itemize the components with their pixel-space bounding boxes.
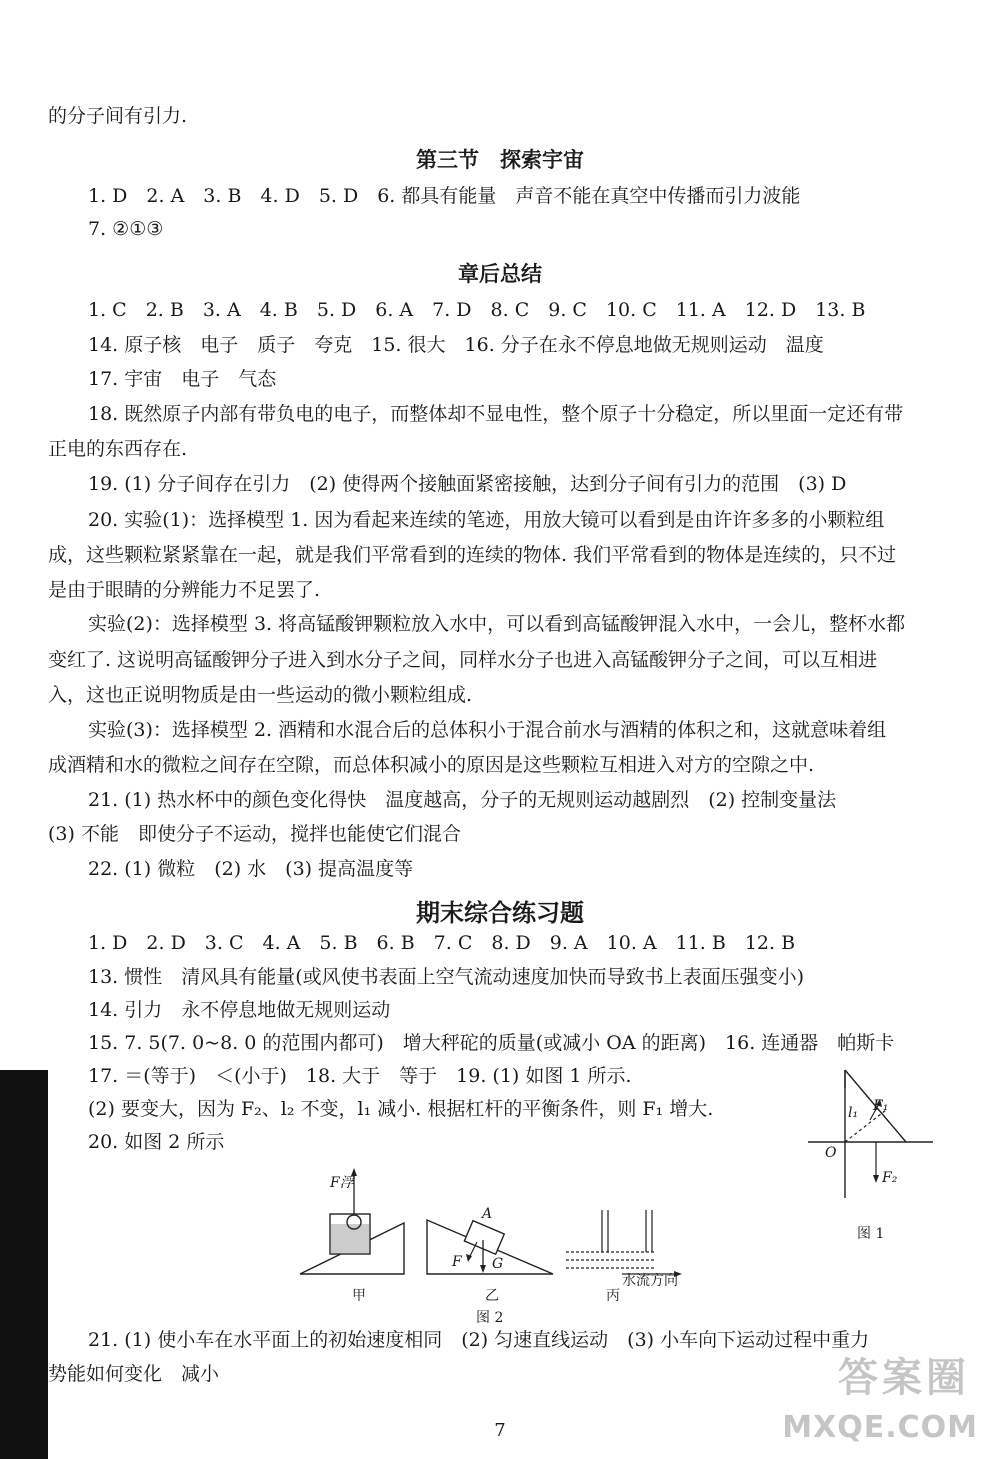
figure2-label-jia: 甲 (352, 1288, 366, 1304)
text-line: 成酒精和水的微粒之间存在空隙，而总体积减小的原因是这些颗粒互相进入对方的空隙之中. (48, 754, 815, 776)
text-line: 14. 原子核 电子 质子 夸克 15. 很大 16. 分子在永不停息地做无规则运动 温度 (88, 334, 824, 356)
figure1-caption: 图 1 (857, 1226, 885, 1242)
text-line: 20. 如图 2 所示 (88, 1131, 225, 1153)
figure2-bing (566, 1208, 688, 1278)
text-line: 实验(2)：选择模型 3. 将高锰酸钾颗粒放入水中，可以看到高锰酸钾混入水中，一会儿，整杯水都 (88, 613, 906, 635)
figure2-label-f: F (452, 1254, 462, 1270)
figure2-label-g: G (492, 1256, 504, 1272)
figure2-label-bing: 丙 (606, 1288, 620, 1304)
text-line: 是由于眼睛的分辨能力不足罢了. (48, 579, 321, 601)
figure2-label-ffu: F浮 (330, 1175, 354, 1191)
figure1-label-f1: F₁ (873, 1098, 889, 1114)
figure2-label-yi: 乙 (485, 1288, 499, 1304)
text-line: 17. ＝(等于) ＜(小于) 18. 大于 等于 19. (1) 如图 1 所示. (88, 1065, 632, 1087)
text-line: 实验(3)：选择模型 2. 酒精和水混合后的总体积小于混合前水与酒精的体积之和，这就意味着组 (88, 719, 887, 741)
lever-figure-1 (808, 1062, 936, 1200)
text-line: 21. (1) 使小车在水平面上的初始速度相同 (2) 匀速直线运动 (3) 小车向下运动过程中重力 (88, 1329, 870, 1351)
text-line: 20. 实验(1)：选择模型 1. 因为看起来连续的笔迹，用放大镜可以看到是由许许多多的小颗粒组 (88, 509, 885, 531)
text-line: 变红了. 这说明高锰酸钾分子进入到水分子之间，同样水分子也进入高锰酸钾分子之间，可以互相进 (48, 649, 878, 671)
text-line: 成，这些颗粒紧紧靠在一起，就是我们平常看到的连续的物体. 我们平常看到的物体是连续的，只不过 (48, 544, 897, 566)
watermark-logo: 答案圈 (838, 1355, 970, 1401)
text-line: (2) 要变大，因为 F₂、l₂ 不变，l₁ 减小. 根据杠杆的平衡条件，则 F₁ 增大. (88, 1098, 714, 1120)
text-line: (3) 不能 即使分子不运动，搅拌也能使它们混合 (48, 823, 461, 845)
text-line: 19. (1) 分子间存在引力 (2) 使得两个接触面紧密接触，达到分子间有引力的范围 (3) D (88, 473, 847, 495)
figure1-label-f2: F₂ (882, 1170, 898, 1186)
section-heading: 第三节 探索宇宙 (416, 148, 584, 172)
figure2-caption: 图 2 (476, 1310, 504, 1326)
text-line: 1. C 2. B 3. A 4. B 5. D 6. A 7. D 8. C 9. C 10. C 11. A 12. D 13. B (88, 299, 866, 321)
binding-edge (0, 1070, 48, 1459)
text-line: 18. 既然原子内部有带负电的电子，而整体却不显电性，整个原子十分稳定，所以里面一定还有带 (88, 403, 904, 425)
text-line: 7. ②①③ (88, 218, 164, 240)
text-line: 势能如何变化 减小 (48, 1363, 220, 1385)
figure2-label-flow: 水流方向 (622, 1273, 678, 1289)
figure1-label-l1: l₁ (848, 1105, 859, 1121)
text-line: 13. 惯性 清风具有能量(或风使书表面上空气流动速度加快而导致书上表面压强变小) (88, 966, 805, 988)
text-line: 的分子间有引力. (48, 105, 188, 127)
section-heading: 章后总结 (458, 262, 542, 286)
text-line: 22. (1) 微粒 (2) 水 (3) 提高温度等 (88, 858, 414, 880)
text-line: 17. 宇宙 电子 气态 (88, 368, 277, 390)
figure1-label-o: O (825, 1145, 837, 1161)
section-heading: 期末综合练习题 (416, 899, 584, 927)
text-line: 1. D 2. D 3. C 4. A 5. B 6. B 7. C 8. D 9. A 10. A 11. B 12. B (88, 932, 796, 954)
text-line: 正电的东西存在. (48, 438, 188, 460)
text-line: 21. (1) 热水杯中的颜色变化得快 温度越高，分子的无规则运动越剧烈 (2) 控制变量法 (88, 789, 837, 811)
text-line: 1. D 2. A 3. B 4. D 5. D 6. 都具有能量 声音不能在真空中传播而引力波能 (88, 185, 801, 207)
figure2-label-a: A (482, 1206, 493, 1222)
watermark-url: MXQE.COM (782, 1410, 978, 1445)
text-line: 14. 引力 永不停息地做无规则运动 (88, 999, 391, 1021)
text-line: 15. 7. 5(7. 0~8. 0 的范围内都可) 增大秤砣的质量(或减小 OA 的距离) 16. 连通器 帕斯卡 (88, 1032, 895, 1054)
page-number: 7 (494, 1420, 506, 1441)
text-line: 入，这也正说明物质是由一些运动的微小颗粒组成. (48, 684, 473, 706)
